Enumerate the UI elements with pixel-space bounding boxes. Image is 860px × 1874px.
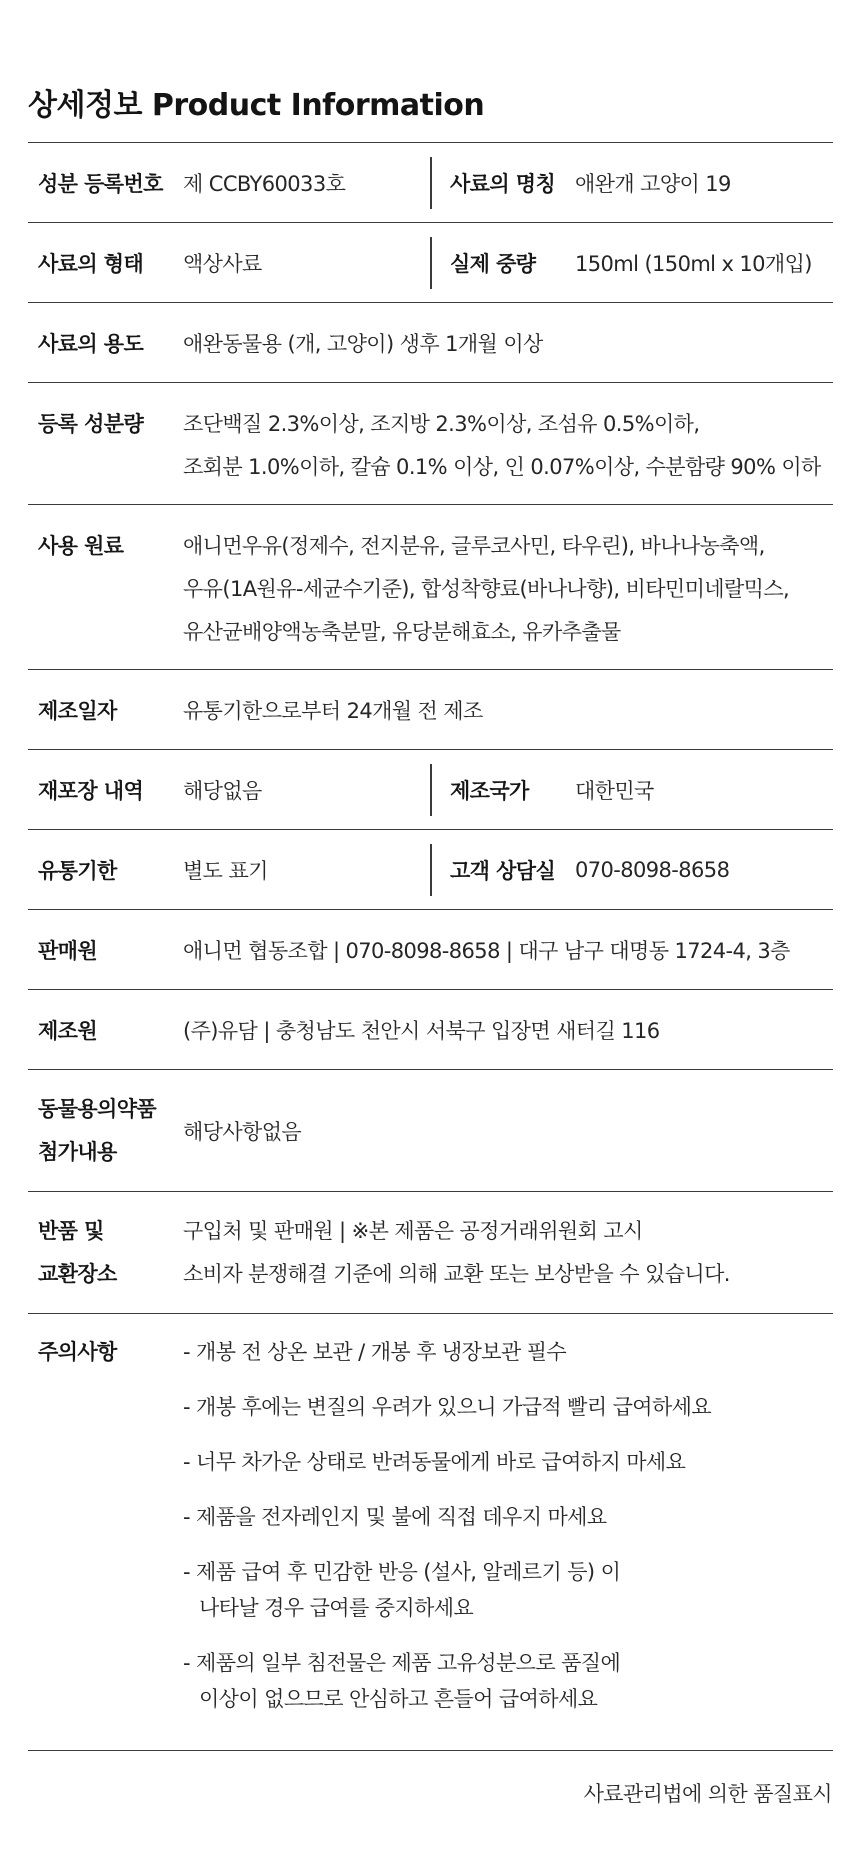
registration-number-value: 제 CCBY60033호 [183,172,346,196]
net-weight-value: 150ml (150ml x 10개입) [575,252,812,276]
table-row-vet-drug [28,1069,833,1191]
manufacture-date-label: 제조일자 [38,699,117,723]
caution-line: - 제품을 전자레인지 및 불에 직접 데우지 마세요 [183,1505,607,1529]
vet-drug-label-line: 첨가내용 [38,1140,117,1164]
table-row-raw-materials [28,504,833,669]
caution-item [183,1554,711,1626]
seller-value: 애니먼 협동조합 | 070-8098-8658 | 대구 남구 대명동 1724-4, 3층 [183,939,790,963]
caution-item [183,1645,711,1717]
caution-line: - 너무 차가운 상태로 반려동물에게 바로 급여하지 마세요 [183,1450,686,1474]
caution-line: 이상이 없으므로 안심하고 흔들어 급여하세요 [199,1687,598,1711]
caution-line: - 제품 급여 후 민감한 반응 (설사, 알레르기 등) 이 [183,1560,621,1584]
table-row-repackaging [28,749,833,829]
expiry-value: 별도 표기 [183,859,268,883]
column-divider [430,764,432,816]
caution-line: - 제품의 일부 침전물은 제품 고유성분으로 품질에 [183,1651,621,1675]
caution-item [183,1444,711,1480]
cautions-list [183,1334,711,1736]
cautions-label: 주의사항 [38,1340,117,1364]
feed-form-label: 사료의 형태 [38,252,144,276]
ingredient-amounts-line: 조회분 1.0%이하, 칼슘 0.1% 이상, 인 0.07%이상, 수분함량 90% 이하 [183,455,821,479]
table-row-registration [28,142,833,222]
table-row-form [28,222,833,302]
caution-line: - 개봉 전 상온 보관 / 개봉 후 냉장보관 필수 [183,1340,567,1364]
caution-item [183,1389,711,1425]
table-row-returns [28,1191,833,1313]
feed-usage-value: 애완동물용 (개, 고양이) 생후 1개월 이상 [183,332,543,356]
returns-line: 구입처 및 판매원 | ※본 제품은 공정거래위원회 고시 [183,1219,643,1243]
customer-service-value: 070-8098-8658 [575,858,730,882]
raw-materials-line: 유산균배양액농축분말, 유당분해효소, 유카추출물 [183,620,621,644]
raw-materials-value [183,525,789,654]
repackaging-value: 해당없음 [183,779,262,803]
vet-drug-label [38,1088,156,1174]
manufacturer-value: (주)유담 | 충청남도 천안시 서북구 입장면 새터길 116 [183,1019,660,1043]
column-divider [430,844,432,896]
raw-materials-line: 애니먼우유(정제수, 전지분유, 글루코사민, 타우린), 바나나농축액, [183,534,765,558]
repackaging-label: 재포장 내역 [38,779,144,803]
raw-materials-line: 우유(1A원유-세균수기준), 합성착향료(바나나향), 비타민미네랄믹스, [183,577,790,601]
vet-drug-value: 해당사항없음 [183,1120,302,1144]
returns-line: 소비자 분쟁해결 기준에 의해 교환 또는 보상받을 수 있습니다. [183,1262,730,1286]
manufacture-date-value: 유통기한으로부터 24개월 전 제조 [183,699,483,723]
table-row-manufacture-date [28,669,833,749]
raw-materials-label: 사용 원료 [38,534,124,558]
caution-line: - 개봉 후에는 변질의 우려가 있으니 가급적 빨리 급여하세요 [183,1395,712,1419]
feed-usage-label: 사료의 용도 [38,332,144,356]
table-row-cautions [28,1313,833,1751]
column-divider [430,237,432,289]
caution-item [183,1499,711,1535]
table-row-ingredient-amounts [28,382,833,504]
feed-name-value: 애완개 고양이 19 [575,172,731,196]
country-label: 제조국가 [450,779,529,803]
returns-label-line: 교환장소 [38,1262,117,1286]
seller-label: 판매원 [38,939,98,963]
page-title: 상세정보 Product Information [28,88,485,123]
returns-label-line: 반품 및 [38,1219,104,1243]
table-row-seller [28,909,833,989]
registration-number-label: 성분 등록번호 [38,172,163,196]
ingredient-amounts-label: 등록 성분량 [38,412,144,436]
returns-label [38,1210,117,1296]
manufacturer-label: 제조원 [38,1019,98,1043]
expiry-label: 유통기한 [38,859,117,883]
column-divider [430,157,432,209]
table-row-usage [28,302,833,382]
feed-name-label: 사료의 명칭 [450,172,556,196]
feed-form-value: 액상사료 [183,252,262,276]
ingredient-amounts-value [183,403,821,489]
caution-item [183,1334,711,1370]
vet-drug-label-line: 동물용의약품 [38,1097,157,1121]
table-row-expiry [28,829,833,909]
ingredient-amounts-line: 조단백질 2.3%이상, 조지방 2.3%이상, 조섬유 0.5%이하, [183,412,700,436]
caution-line: 나타날 경우 급여를 중지하세요 [199,1596,474,1620]
country-value: 대한민국 [575,779,654,803]
customer-service-label: 고객 상담실 [450,859,556,883]
product-info-table [28,142,833,1751]
returns-value [183,1210,730,1296]
net-weight-label: 실제 중량 [450,252,536,276]
table-row-manufacturer [28,989,833,1069]
quality-label-footer: 사료관리법에 의한 품질표시 [583,1782,832,1806]
